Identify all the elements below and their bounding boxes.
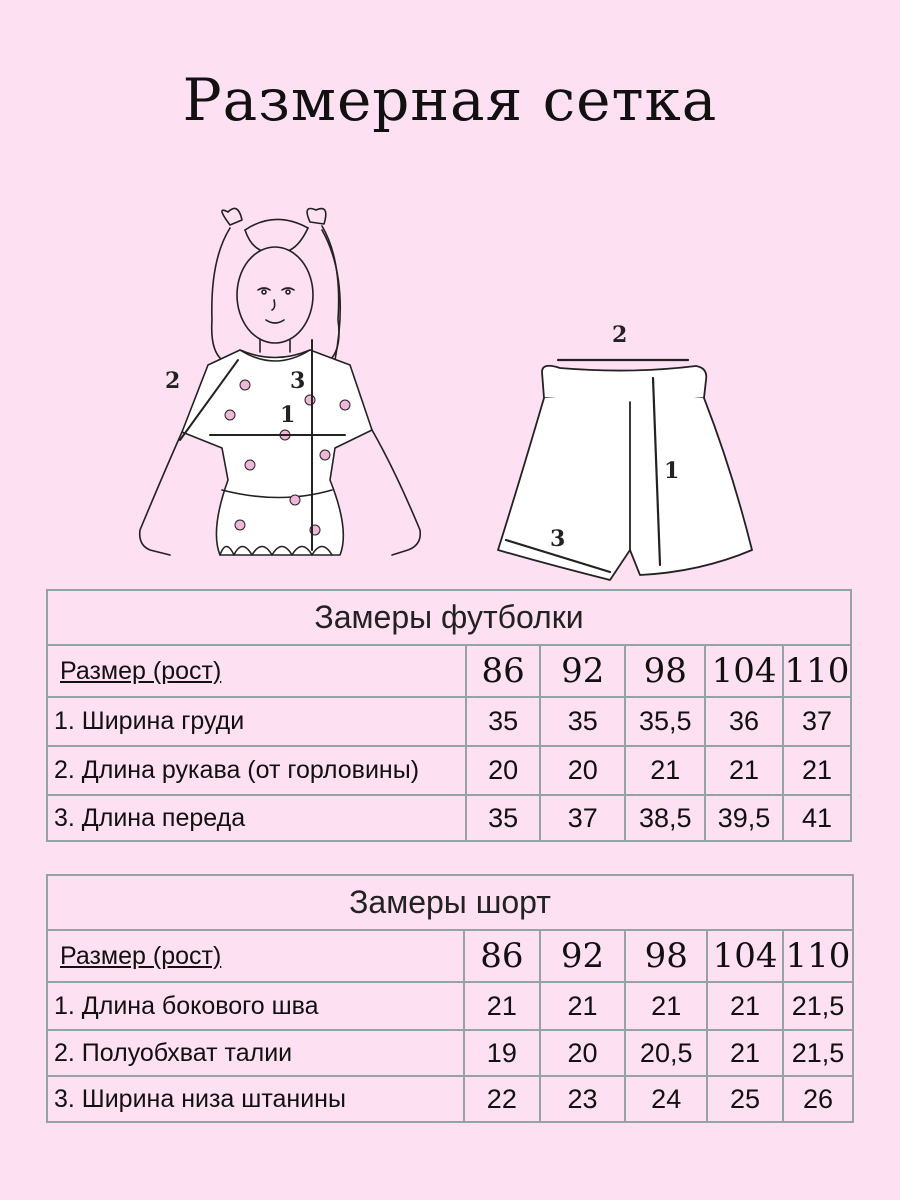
girl-dim-label-3: 3 — [290, 368, 306, 394]
tshirt-size-110: 110 — [783, 645, 851, 697]
table-cell: 20 — [540, 746, 625, 795]
table-cell: 21 — [705, 746, 783, 795]
row-label: 1. Ширина груди — [47, 697, 466, 746]
girl-dim-label-1: 1 — [280, 402, 296, 428]
table-cell: 41 — [783, 795, 851, 841]
page-title: Размерная сетка — [182, 66, 718, 134]
table-cell: 37 — [540, 795, 625, 841]
table-row — [47, 795, 851, 841]
tshirt-size-92: 92 — [540, 645, 625, 697]
table-cell: 21 — [625, 982, 707, 1030]
table-cell: 21,5 — [783, 982, 853, 1030]
shorts-table-heading: Замеры шорт — [47, 875, 853, 930]
table-cell: 20 — [466, 746, 540, 795]
row-label: 3. Длина переда — [47, 795, 466, 841]
table-cell: 21 — [707, 1030, 783, 1076]
table-cell: 19 — [464, 1030, 540, 1076]
shorts-sketch-icon — [480, 310, 780, 590]
table-cell: 22 — [464, 1076, 540, 1122]
shorts-size-86: 86 — [464, 930, 540, 982]
table-cell: 35,5 — [625, 697, 705, 746]
girl-in-tshirt-sketch-icon — [110, 200, 460, 580]
shorts-size-label: Размер (рост) — [47, 930, 464, 982]
table-cell: 21 — [540, 982, 626, 1030]
row-label: 2. Полуобхват талии — [47, 1030, 464, 1076]
table-cell: 20,5 — [625, 1030, 707, 1076]
table-cell: 21,5 — [783, 1030, 853, 1076]
table-row — [47, 1030, 853, 1076]
shorts-dim-label-2: 2 — [612, 322, 628, 348]
table-row — [47, 697, 851, 746]
girl-dim-label-2: 2 — [165, 368, 181, 394]
tshirt-size-table — [46, 589, 852, 842]
row-label: 1. Длина бокового шва — [47, 982, 464, 1030]
shorts-dim-label-3: 3 — [550, 526, 566, 552]
tshirt-size-label: Размер (рост) — [47, 645, 466, 697]
table-row — [47, 1076, 853, 1122]
shorts-dim-label-1: 1 — [664, 458, 680, 484]
tshirt-size-104: 104 — [705, 645, 783, 697]
table-cell: 21 — [783, 746, 851, 795]
row-label: 2. Длина рукава (от горловины) — [47, 746, 466, 795]
table-cell: 21 — [464, 982, 540, 1030]
row-label: 3. Ширина низа штанины — [47, 1076, 464, 1122]
tshirt-table-heading: Замеры футболки — [47, 590, 851, 645]
table-cell: 23 — [540, 1076, 626, 1122]
shorts-size-92: 92 — [540, 930, 626, 982]
tshirt-size-86: 86 — [466, 645, 540, 697]
shorts-size-110: 110 — [783, 930, 853, 982]
table-row — [47, 982, 853, 1030]
table-cell: 35 — [466, 795, 540, 841]
table-cell: 35 — [540, 697, 625, 746]
table-row — [47, 746, 851, 795]
table-cell: 26 — [783, 1076, 853, 1122]
shorts-size-104: 104 — [707, 930, 783, 982]
table-cell: 39,5 — [705, 795, 783, 841]
table-cell: 36 — [705, 697, 783, 746]
table-cell: 24 — [625, 1076, 707, 1122]
table-cell: 20 — [540, 1030, 626, 1076]
table-cell: 35 — [466, 697, 540, 746]
table-cell: 38,5 — [625, 795, 705, 841]
table-cell: 21 — [625, 746, 705, 795]
table-cell: 21 — [707, 982, 783, 1030]
table-cell: 25 — [707, 1076, 783, 1122]
tshirt-size-98: 98 — [625, 645, 705, 697]
table-cell: 37 — [783, 697, 851, 746]
shorts-size-98: 98 — [625, 930, 707, 982]
shorts-size-table — [46, 874, 854, 1123]
